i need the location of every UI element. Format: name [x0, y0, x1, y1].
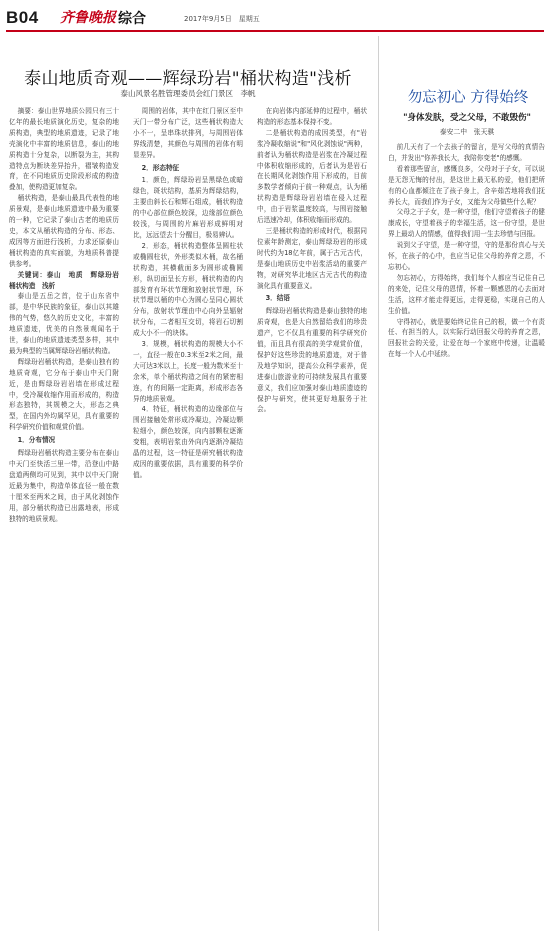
- paragraph: 摘要：泰山世界地质公园只有三十亿年的最长地质演化历史，复杂的地质构造，典型的地质遗迹，记录了地壳演化中丰富的地质信息，泰山的地质构造十分复杂，以断裂为主，其构造特点为断块差异抬升，褶皱构造发育，在不同地质历史阶段形成的构造叠加，使构造更加复杂。: [9, 107, 119, 192]
- paragraph: 二是桶状构造的成因类型，有"岩浆冷凝收缩说"和"风化剥蚀说"两种，前者认为桶状构造是岩浆在冷凝过程中体积收缩形成的，后者认为是岩石在长期风化剥蚀作用下形成的，目前多数学者倾向于前一种观点，认为桶状构造是辉绿玢岩岩墙在侵入过程中，由于岩浆温度较高，与围岩接触后迅速冷却，体积收缩而形成的。: [257, 128, 367, 225]
- paragraph: 前几天有了一个去孩子的留言，是写父母的真情告白，并发出"你养我长大，我陪你变老"的感慨。: [388, 143, 545, 162]
- issue-date: 2017年9月5日 星期五: [184, 15, 260, 23]
- section-heading: 2．形态特征: [141, 163, 180, 172]
- paragraph: 桶状构造，是泰山最具代表性的地质景观，是泰山地质遗迹中最为重要的一种，它记录了泰山古老的地质历史，本文从桶状构造的分布、形态、成因等方面进行浅析，力求还原泰山桶状构造的真实面貌，为地质科普提供参考。: [9, 194, 119, 268]
- paragraph: 在向岩体内部延伸的过程中，桶状构造的形态基本保持不变。: [257, 107, 367, 126]
- page-header: [0, 0, 550, 30]
- newspaper-masthead: 齐鲁晚报: [60, 10, 116, 26]
- article-column-1: [9, 106, 126, 931]
- paragraph: 泰山是五岳之首，位于山东省中部，是中华民族的象征，泰山以其雄伟的气势，悠久的历史文化，丰富的地质遗迹，优美的自然景观闻名于世，泰山的地质遗迹类型多样，其中最为典型的当属辉绿玢岩桶状构造。: [9, 292, 119, 355]
- side-article-subtitle: "身体发肤，受之父母，不敢毁伤": [403, 113, 531, 123]
- side-article-body: [388, 142, 545, 932]
- paragraph: 4．特征，桶状构造的边缘部位与围岩接触处常形成冷凝边，冷凝边颗粒细小，颜色较深，向内部颗粒逐渐变粗，表明岩浆由外向内逐渐冷凝结晶的过程，这一特征是研究桶状构造成因的重要依据，具有重要的科学价值。: [133, 405, 243, 479]
- article-column-3: [257, 106, 367, 931]
- section-name: 综合: [118, 11, 146, 27]
- article-byline: 泰山风景名胜管理委员会红门景区 李帆: [120, 89, 256, 98]
- side-article-title: 勿忘初心 方得始终: [407, 90, 529, 106]
- paragraph: 辉绿玢岩桶状构造是泰山独特的地质奇观，也是大自然留给我们的珍贵遗产，它不仅具有重要的科学研究价值，而且具有很高的美学观赏价值，保护好这些珍贵的地质遗迹，对于普及地学知识，提高公众科学素养，促进泰山旅游业的可持续发展具有重要意义，我们应加强对泰山地质遗迹的保护与研究，使其更好地服务于社会。: [257, 307, 367, 414]
- section-heading: 3．结语: [265, 294, 290, 303]
- paragraph: 说到父子守望，是一种守望，守的是那份真心与关怀，在孩子的心中，也应当记住父母的养育之恩，不忘初心。: [388, 241, 545, 271]
- paragraph: 1．颜色，辉绿玢岩呈黑绿色或暗绿色，斑状结构，基质为辉绿结构，主要由斜长石和辉石组成，桶状构造的中心部位颜色较深，边缘部位颜色较浅，与周围的片麻岩形成鲜明对比，远远望去十分醒目，极易辨认。: [133, 176, 243, 239]
- paragraph: 辉绿玢岩桶状构造，是泰山独有的地质奇观，它分布于泰山中天门附近，是由辉绿玢岩岩墙在形成过程中，受冷凝收缩作用而形成的，构造形态独特，其规模之大，形态之典型，在国内外均属罕见，具有重要的科学研究价值和观赏价值。: [9, 357, 119, 432]
- paragraph: 勿忘初心，方得始终，我们每个人都应当记住自己的来处，记住父母的恩情，怀着一颗感恩的心去面对生活，这样才能走得更远，走得更稳，实现自己的人生价值。: [388, 273, 545, 315]
- page-number: B04: [6, 8, 39, 27]
- side-article-byline: 泰安二中 张天骐: [439, 128, 495, 136]
- paragraph: 父母之于子女，是一种守望，他们守望着孩子的健康成长，守望着孩子的幸福生活，这一份守望，是世界上最动人的情感，值得我们用一生去珍惜与回报。: [388, 208, 545, 239]
- header-rule: [6, 30, 544, 32]
- column-divider: [378, 36, 379, 931]
- paragraph: 2．形态，桶状构造整体呈圆柱状或椭圆柱状，外形类似木桶，故名桶状构造，其横截面多为圆形或椭圆形，纵切面呈长方形，桶状构造的内部发育有环状节理和放射状节理，环状节理以桶的中心为圆心呈同心圆状分布，放射状节理由中心向外呈辐射状分布，二者相互交切，将岩石切割成大小不一的块体。: [133, 241, 243, 338]
- paragraph: 三是桶状构造的形成时代，根据同位素年龄测定，泰山辉绿玢岩的形成时代约为18亿年前，属于古元古代，是泰山地质历史中岩浆活动的重要产物，对研究华北地区古元古代的构造演化具有重要意义。: [257, 226, 367, 290]
- article-column-2: [133, 106, 243, 931]
- article-title: 泰山地质奇观——辉绿玢岩"桶状构造"浅析: [24, 69, 352, 89]
- paragraph: 周围的岩体，其中在红门景区至中天门一带分布广泛，这些桶状构造大小不一，呈串珠状排列，与周围岩体界线清楚，其颜色与周围的岩体有明显差异。: [133, 107, 243, 159]
- paragraph: 看着那些留言，感慨良多，父母对于子女，可以说是无怨无悔的付出，是这世上最无私的爱，他们把所有的心血都倾注在了孩子身上，含辛茹苦地将我们抚养长大，而我们作为子女，又能为父母做些什么呢？: [388, 164, 545, 206]
- section-heading: 1．分布情况: [17, 436, 56, 445]
- paragraph: 守得初心，就是要始终记住自己的根，做一个有责任、有担当的人，以实际行动回报父母的养育之恩，回报社会的关爱，让爱在每一个家庭中传递，让温暖在每一个人心中延续。: [388, 317, 545, 359]
- paragraph: 3．规模，桶状构造的规模大小不一，直径一般在0.3米至2米之间，最大可达3米以上，长度一般为数米至十余米，单个桶状构造之间有的紧密相连，有的间隔一定距离，形成形态各异的地质景观。: [133, 340, 243, 403]
- paragraph: 辉绿玢岩桶状构造主要分布在泰山中天门至快活三里一带，沿登山中路盘道两侧均可见到，其中以中天门附近最为集中，构造单体直径一般在数十厘米至两米之间，由于风化剥蚀作用，部分桶状构造已出露地表，形成独特的地质景观。: [9, 449, 119, 523]
- keywords: 关键词：泰山 地质 辉绿玢岩 桶状构造 浅析: [9, 270, 126, 290]
